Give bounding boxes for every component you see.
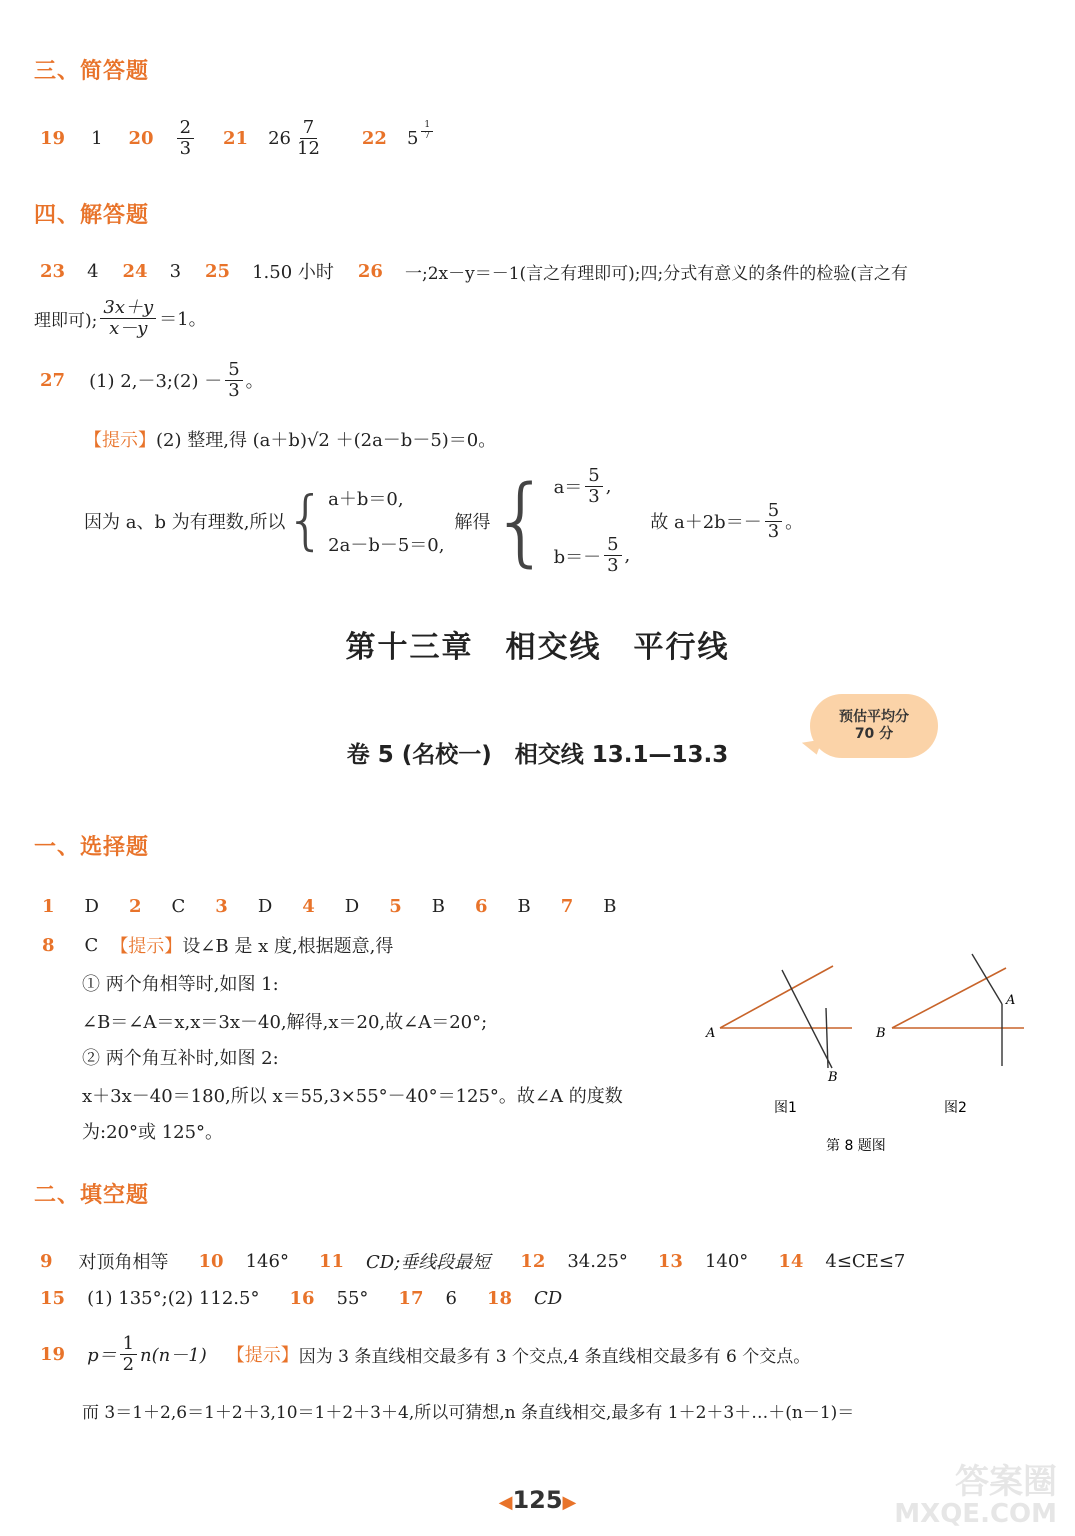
question-number: 5 — [389, 896, 402, 917]
question-number: 4 — [302, 896, 315, 917]
answer-17: 6 — [445, 1288, 457, 1309]
fill-row-19 — [40, 1334, 810, 1375]
question-number: 16 — [289, 1288, 315, 1309]
fig2-ray-upper — [892, 968, 1006, 1028]
choice-answer: D — [344, 896, 360, 917]
numerator: 2 — [177, 118, 194, 139]
hint-19-line1: 因为 3 条直线相交最多有 3 个交点,4 条直线相交最多有 6 个交点。 — [298, 1346, 811, 1367]
numerator: 7 — [300, 118, 317, 139]
question-number: 23 — [40, 260, 66, 282]
denominator: 3 — [228, 379, 240, 401]
answer-16: 55° — [336, 1288, 369, 1309]
watermark-line2: MXQE.COM — [894, 1498, 1057, 1529]
score-badge — [810, 694, 938, 758]
answer-23: 4 — [87, 260, 99, 282]
answer-26-line2: 理即可); — [34, 310, 98, 331]
comma: , — [605, 475, 612, 497]
denominator: 3 — [588, 485, 600, 507]
watermark — [894, 1462, 1057, 1529]
answer-9: 对顶角相等 — [78, 1252, 169, 1273]
answer-19-lhs: p＝ — [87, 1345, 117, 1367]
equation: a＋b＝0, — [328, 489, 404, 510]
hint-27-text2: 因为 a、b 为有理数,所以 — [84, 512, 286, 533]
answer-8: C — [84, 934, 99, 956]
answer-26-line1: 一;2x－y＝－1(言之有理即可);四;分式有意义的条件的检验(言之有 — [404, 263, 908, 284]
answer-26-fraction — [100, 298, 156, 339]
hint-8-line3: ∠B＝∠A＝x,x＝3x－40,解得,x＝20,故∠A＝20°; — [82, 1012, 488, 1033]
hint-label: 【提示】 — [110, 936, 183, 957]
answer-27-text: (1) 2,－3;(2) － — [89, 371, 223, 393]
answer-18: CD — [534, 1288, 563, 1309]
choice-answer: D — [84, 896, 99, 917]
numerator: 3x＋y — [100, 298, 156, 319]
answer-25: 1.50 小时 — [252, 262, 334, 283]
figure-2 — [875, 954, 1024, 1116]
hint-label: 【提示】 — [84, 430, 156, 451]
solve-word: 解得 — [454, 512, 491, 533]
question-number: 18 — [486, 1288, 512, 1309]
left-brace-icon: { — [490, 465, 552, 577]
answer-19-rhs: n(n－1) — [140, 1345, 207, 1367]
hint-19-line2: 而 3＝1＋2,6＝1＋2＋3,10＝1＋2＋3＋4,所以可猜想,n 条直线相交,最多有 1＋2＋3＋…＋(n－1)＝ — [82, 1403, 855, 1423]
solution-row-1 — [40, 258, 908, 284]
answer-22-base: 5 — [406, 127, 419, 149]
question-number: 10 — [198, 1250, 224, 1272]
lhs: a＝ — [553, 477, 583, 499]
fig1-perp-2 — [826, 1008, 828, 1068]
question-number: 3 — [215, 896, 228, 917]
fig1-label-a: A — [706, 1026, 716, 1041]
question-number: 26 — [357, 260, 383, 282]
denominator: 3 — [607, 555, 619, 577]
hint-8-line1: 设∠B 是 x 度,根据题意,得 — [182, 936, 394, 957]
question-number: 24 — [122, 260, 148, 282]
choice-answer: D — [257, 896, 273, 917]
comma: , — [624, 545, 631, 567]
left-brace-icon: { — [285, 484, 327, 558]
fig1-label-b: B — [828, 1070, 838, 1085]
fig2-label-a: A — [1006, 993, 1016, 1008]
figure-1 — [705, 966, 852, 1116]
answer-27-end: 。 — [245, 371, 264, 393]
lhs: b＝－ — [553, 546, 602, 568]
numerator: 5 — [585, 466, 602, 487]
denominator: x－y — [109, 317, 148, 339]
question-number: 19 — [40, 1343, 66, 1365]
equation: 2a－b－5＝0, — [328, 535, 445, 556]
answer-12: 34.25° — [567, 1250, 628, 1272]
section-fill-heading: 二、填空题 — [34, 1183, 150, 1208]
answer-20-fraction — [177, 118, 194, 159]
answer-19: 1 — [91, 127, 103, 149]
answer-11: CD;垂线段最短 — [366, 1252, 491, 1273]
question-number: 22 — [361, 127, 387, 149]
question-number: 19 — [40, 127, 66, 149]
choice-answer: B — [517, 896, 531, 917]
badge-line1: 预估平均分 — [839, 708, 909, 725]
answer-14: 4≤CE≤7 — [825, 1250, 906, 1272]
chapter-title: 第十三章 相交线 平行线 — [345, 630, 730, 665]
fig2-label-b: B — [876, 1026, 886, 1041]
question-number: 6 — [474, 896, 488, 917]
question-number: 20 — [128, 127, 154, 149]
section-choice-heading: 一、选择题 — [34, 835, 150, 860]
numerator: 5 — [604, 535, 621, 556]
numerator: 1 — [421, 121, 433, 132]
denominator: 3 — [179, 137, 192, 159]
hint-8-line2: ① 两个角相等时,如图 1: — [82, 974, 279, 995]
short-answer-row — [40, 118, 436, 159]
choice-answer: B — [431, 896, 445, 917]
hint-label: 【提示】 — [226, 1345, 299, 1367]
numerator: 1 — [120, 1334, 137, 1355]
figure-caption: 第 8 题图 — [826, 1138, 886, 1154]
answer-26-result: ＝1。 — [159, 309, 207, 331]
answer-21-fraction — [294, 118, 323, 159]
paper-title: 卷 5 (名校一) 相交线 13.1—13.3 — [346, 742, 729, 768]
question-number: 7 — [560, 896, 574, 917]
question-number: 8 — [42, 934, 55, 956]
choice-answer: C — [171, 896, 186, 917]
question-number: 11 — [318, 1250, 345, 1272]
solution-b — [554, 535, 631, 576]
conclusion: 故 a＋2b＝－ — [650, 512, 762, 533]
answer-22-exponent — [421, 121, 433, 142]
choice-answer: B — [603, 896, 617, 917]
fig1-perp-1 — [782, 970, 832, 1068]
fig2-caption: 图2 — [944, 1100, 967, 1116]
numerator: 5 — [225, 360, 242, 381]
denominator: 3 — [767, 520, 780, 542]
answer-10: 146° — [245, 1250, 289, 1272]
fill-row-1 — [40, 1248, 905, 1274]
hint-27-line2 — [84, 466, 803, 576]
watermark-line1: 答案圈 — [955, 1462, 1057, 1503]
solution-row-27 — [40, 360, 264, 401]
question-number: 2 — [128, 896, 142, 917]
choice-q8-line — [42, 932, 393, 958]
question-number: 17 — [398, 1288, 424, 1309]
section-solution-heading: 四、解答题 — [34, 203, 150, 228]
question-number: 15 — [40, 1288, 66, 1309]
hint-27-text1: (2) 整理,得 (a＋b)√2 ＋(2a－b－5)＝0。 — [156, 430, 497, 451]
equation-system-2 — [554, 466, 631, 576]
page-number-value: 125 — [512, 1486, 563, 1514]
answer-13: 140° — [704, 1250, 749, 1272]
fig1-caption: 图1 — [774, 1100, 797, 1116]
answer-24: 3 — [169, 260, 182, 282]
numerator: 5 — [765, 501, 782, 522]
equation-system-1 — [328, 485, 444, 557]
hint-8-line4: ② 两个角互补时,如图 2: — [82, 1048, 279, 1069]
question-number: 13 — [657, 1250, 683, 1272]
denominator: 12 — [297, 137, 320, 159]
hint-8-line6: 为:20°或 125°。 — [82, 1122, 224, 1143]
triangle-left-icon: ◀ — [498, 1492, 513, 1513]
denominator: 7 — [424, 130, 431, 141]
period: 。 — [785, 512, 804, 533]
solution-row-1b — [34, 298, 207, 339]
answer-27-fraction — [225, 360, 242, 401]
question-number: 14 — [778, 1250, 804, 1272]
question-number: 9 — [40, 1250, 53, 1272]
question-number: 25 — [205, 260, 231, 282]
fig2-perp-1 — [972, 954, 1002, 1004]
solution-a — [554, 466, 631, 507]
choice-answers-row — [42, 896, 647, 917]
section-short-answer-heading: 三、简答题 — [34, 59, 150, 84]
figure-8 — [700, 948, 1040, 1158]
question-number: 1 — [42, 896, 55, 917]
hint-8-line5: x＋3x－40＝180,所以 x＝55,3×55°－40°＝125°。故∠A 的度数 — [82, 1086, 623, 1107]
denominator: 2 — [122, 1353, 135, 1375]
hint-27-line1 — [84, 426, 496, 452]
answer-15: (1) 135°;(2) 112.5° — [87, 1288, 260, 1309]
question-number: 21 — [223, 127, 249, 149]
question-number: 12 — [520, 1250, 546, 1272]
triangle-right-icon: ▶ — [562, 1492, 577, 1513]
fill-row-2 — [40, 1288, 562, 1309]
badge-line2: 70 分 — [854, 726, 894, 742]
answer-21-integer: 26 — [268, 127, 291, 149]
question-number: 27 — [40, 369, 66, 391]
fig1-ray-upper — [720, 966, 833, 1028]
